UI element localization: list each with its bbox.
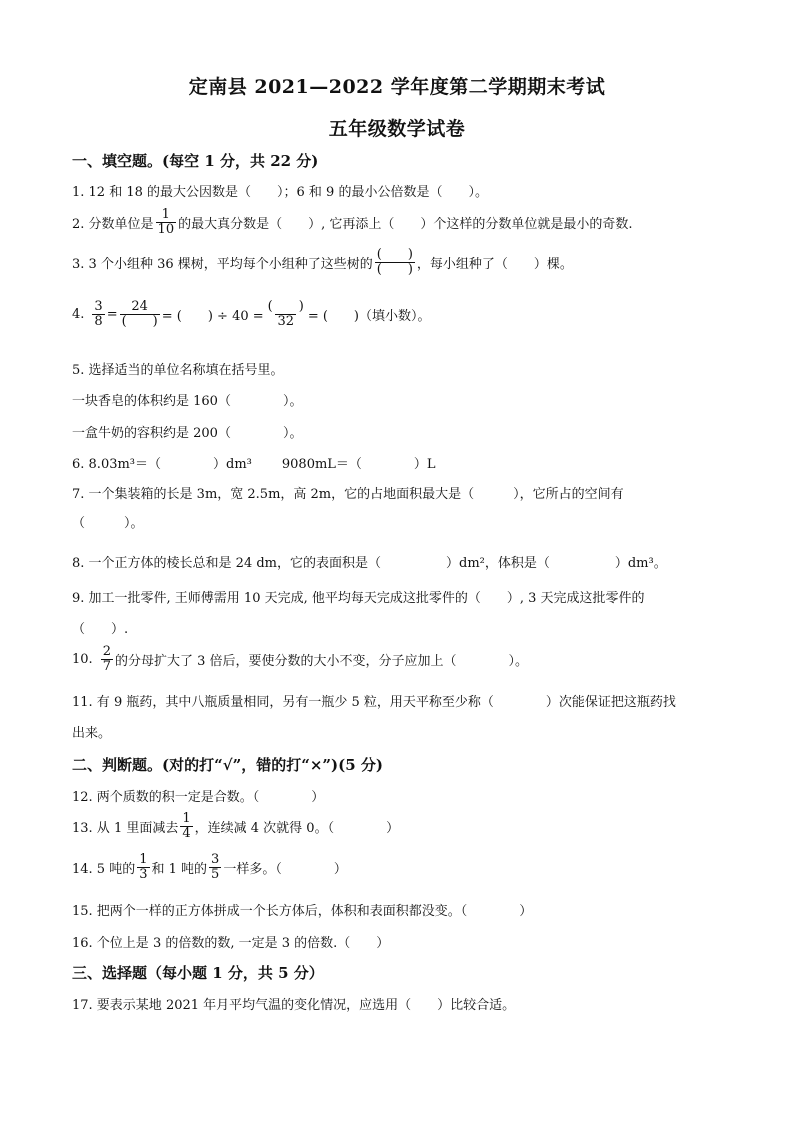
question-13-text-b: ，连续减 4 次就得 0。（ ）: [194, 820, 400, 836]
question-17: 17. 要表示某地 2021 年月平均气温的变化情况，应选用（ ）比较合适。: [72, 998, 516, 1013]
fraction-numerator: 1: [139, 852, 148, 867]
question-16: 16. 个位上是 3 的倍数的数, 一定是 3 的倍数.（ ）: [72, 936, 390, 951]
question-7-cont: （ ）。: [72, 516, 144, 531]
exam-subtitle: 五年级数学试卷: [328, 118, 466, 140]
fraction-denominator: 3: [139, 866, 148, 882]
question-2-text-b: 的最大真分数是（ ）, 它再添上（ ）个这样的分数单位就是最小的奇数.: [178, 216, 633, 232]
section-true-false: 二、判断题。(对的打“√”，错的打“×”)(5 分): [72, 756, 383, 774]
fraction-numerator: 3: [211, 852, 220, 867]
question-3-text-a: 3. 3 个小组种 36 棵树，平均每个小组种了这些树的: [72, 256, 373, 272]
question-3-text-b: ，每小组种了（ ）棵。: [416, 256, 573, 272]
fraction-denominator: 10: [157, 221, 175, 237]
fraction-denominator: 4: [182, 825, 191, 841]
fraction-numerator: 24: [131, 299, 148, 314]
fraction-denominator: 7: [102, 658, 111, 674]
exam-title: 定南县 2021—2022 学年度第二学期期末考试: [188, 76, 606, 98]
question-12: 12. 两个质数的积一定是合数。（ ）: [72, 790, 325, 805]
fraction-denominator: ( ): [376, 261, 413, 277]
question-10: [72, 645, 528, 673]
question-13-text-a: 13. 从 1 里面减去: [72, 820, 179, 836]
question-10-text: 的分母扩大了 3 倍后，要使分数的大小不变，分子应加上（ ）。: [114, 653, 529, 669]
fraction-3-8: [92, 300, 104, 328]
fraction-numerator: 1: [161, 207, 170, 222]
equals-sign: =: [106, 306, 118, 322]
question-4: [72, 300, 430, 328]
fraction-numerator: ( ): [376, 247, 413, 262]
section-fill-blank: 一、填空题。(每空 1 分，共 22 分): [72, 152, 319, 170]
fraction-3-5: [209, 853, 221, 881]
question-5a: 一块香皂的体积约是 160（ ）。: [72, 394, 303, 409]
fraction-numerator: 2: [102, 644, 111, 659]
question-5b: 一盒牛奶的容积约是 200（ ）。: [72, 426, 303, 441]
fraction-1-10: [156, 208, 177, 236]
question-5: 5. 选择适当的单位名称填在括号里。: [72, 363, 284, 378]
question-4-number: 4.: [72, 306, 85, 322]
fraction-numerator: ( ): [267, 299, 304, 314]
question-9-cont: （ ）.: [72, 622, 129, 637]
fraction-blank-32: [266, 300, 306, 328]
section-multiple-choice: 三、选择题（每小题 1 分，共 5 分）: [72, 964, 324, 982]
question-11: 11. 有 9 瓶药，其中八瓶质量相同，另有一瓶少 5 粒，用天平称至少称（ ）次能保证把这瓶药找: [72, 695, 676, 710]
question-14-text-b: 和 1 吨的: [151, 861, 208, 877]
fraction-1-4: [180, 812, 192, 840]
question-6-part-b: 9080mL＝（ ）L: [281, 457, 436, 472]
question-8: 8. 一个正方体的棱长总和是 24 dm，它的表面积是（ ）dm²，体积是（ ）dm³。: [72, 556, 667, 571]
question-4-end: = ( )（填小数）。: [307, 308, 431, 324]
question-2-text-a: 2. 分数单位是: [72, 216, 154, 232]
question-2: [72, 208, 633, 236]
question-1: 1. 12 和 18 的最大公因数是（ ）；6 和 9 的最小公倍数是（ ）。: [72, 185, 488, 200]
question-3: [72, 248, 573, 276]
question-9: 9. 加工一批零件, 王师傅需用 10 天完成, 他平均每天完成这批零件的（ ）, 3 天完成这批零件的: [72, 591, 645, 606]
fraction-24-blank: [120, 300, 160, 328]
question-14-text-c: 一样多。（ ）: [223, 861, 347, 877]
fraction-denominator: 8: [94, 313, 103, 329]
question-14: [72, 853, 347, 881]
fraction-numerator: 1: [182, 811, 191, 826]
question-10-number: 10.: [72, 651, 93, 667]
question-11-cont: 出来。: [72, 726, 112, 741]
question-6: [72, 453, 436, 472]
question-14-text-a: 14. 5 吨的: [72, 861, 136, 877]
question-4-middle: = ( ) ÷ 40 =: [161, 308, 264, 324]
question-7: 7. 一个集装箱的长是 3m，宽 2.5m，高 2m，它的占地面积最大是（ ），它所占的空间有: [72, 487, 624, 502]
fraction-numerator: 3: [94, 299, 103, 314]
fraction-denominator: ( ): [121, 313, 158, 329]
fraction-denominator: 5: [211, 866, 220, 882]
fraction-denominator: 32: [277, 313, 294, 329]
question-6-part-a: 6. 8.03m³＝（ ）dm³: [72, 457, 252, 472]
fraction-blank: [375, 248, 415, 276]
question-13: [72, 812, 399, 840]
question-15: 15. 把两个一样的正方体拼成一个长方体后，体积和表面积都没变。（ ）: [72, 904, 533, 919]
fraction-1-3: [137, 853, 149, 881]
fraction-2-7: [101, 645, 113, 673]
